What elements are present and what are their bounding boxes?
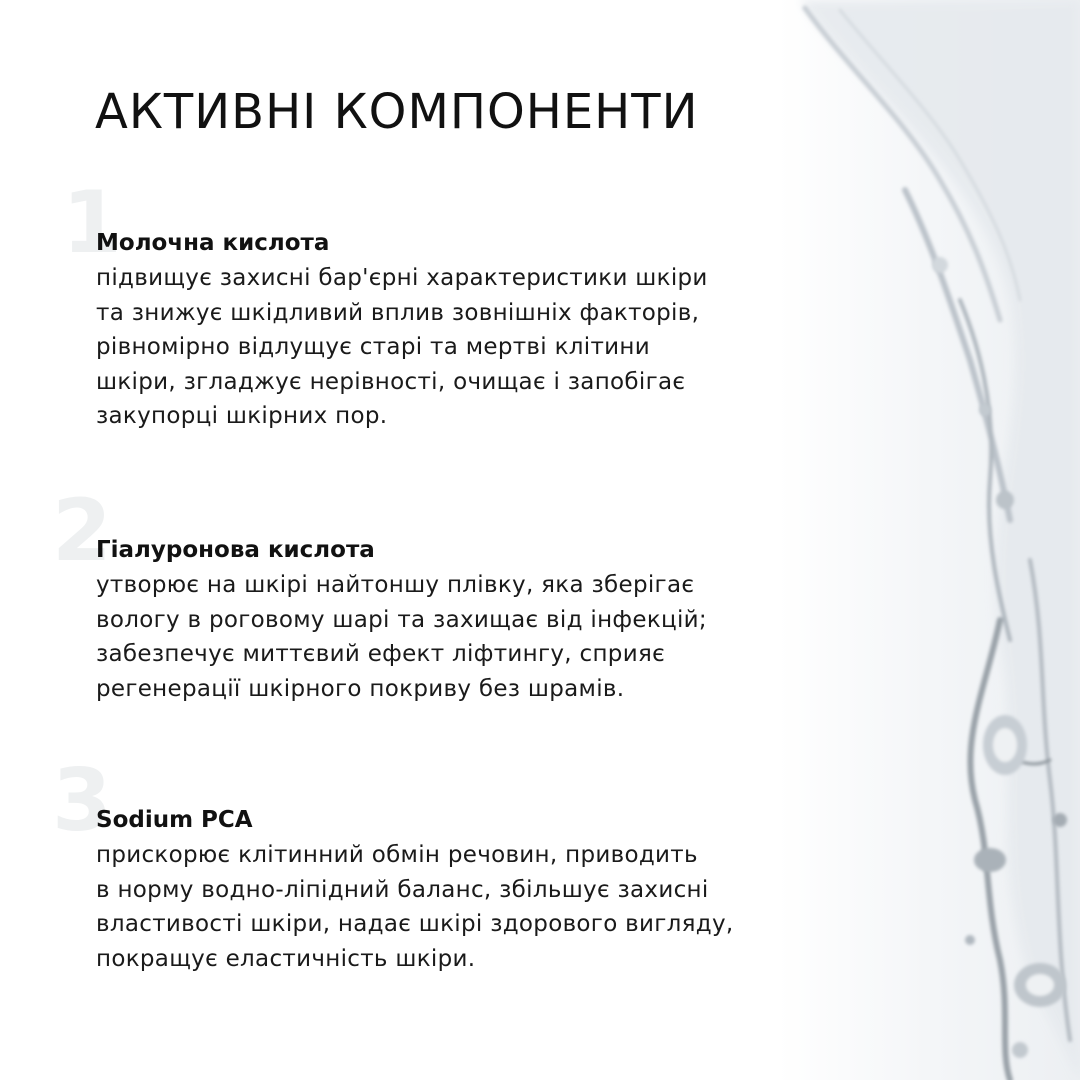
description-line: вологу в роговому шарі та захищає від інфекцій; <box>96 606 707 633</box>
component-description <box>96 568 856 706</box>
component-number: 3 <box>52 751 112 851</box>
description-line: рівномірно відлущує старі та мертві клітини <box>96 334 650 360</box>
description-line: утворює на шкірі найтоншу плівку, яка зберігає <box>96 572 695 598</box>
page-title: АКТИВНІ КОМПОНЕНТИ <box>95 84 699 140</box>
component-number: 2 <box>52 481 112 581</box>
description-line: підвищує захисні бар'єрні характеристики шкіри <box>96 265 708 291</box>
description-line: властивості шкіри, надає шкірі здорового вигляду, <box>96 911 734 937</box>
component-name: Молочна кислота <box>96 230 330 256</box>
description-line: покращує еластичність шкіри. <box>96 945 476 972</box>
component-lactic-acid <box>96 227 856 434</box>
component-name: Гіалуронова кислота <box>96 537 375 563</box>
description-line: забезпечує миттєвий ефект ліфтингу, сприяє <box>96 641 666 667</box>
description-line: прискорює клітинний обмін речовин, приводить <box>96 842 698 868</box>
component-hyaluronic-acid <box>96 534 856 706</box>
component-name: Sodium PCA <box>96 807 253 833</box>
component-number: 1 <box>62 173 122 273</box>
component-description <box>96 838 856 976</box>
description-line: в норму водно-ліпідний баланс, збільшує захисні <box>96 876 709 903</box>
description-line: та знижує шкідливий вплив зовнішніх факторів, <box>96 299 700 326</box>
description-line: регенерації шкірного покриву без шрамів. <box>96 675 625 702</box>
description-line: шкіри, згладжує нерівності, очищає і запобігає <box>96 368 686 395</box>
component-sodium-pca <box>96 804 856 976</box>
component-description <box>96 261 856 434</box>
description-line: закупорці шкірних пор. <box>96 403 388 429</box>
